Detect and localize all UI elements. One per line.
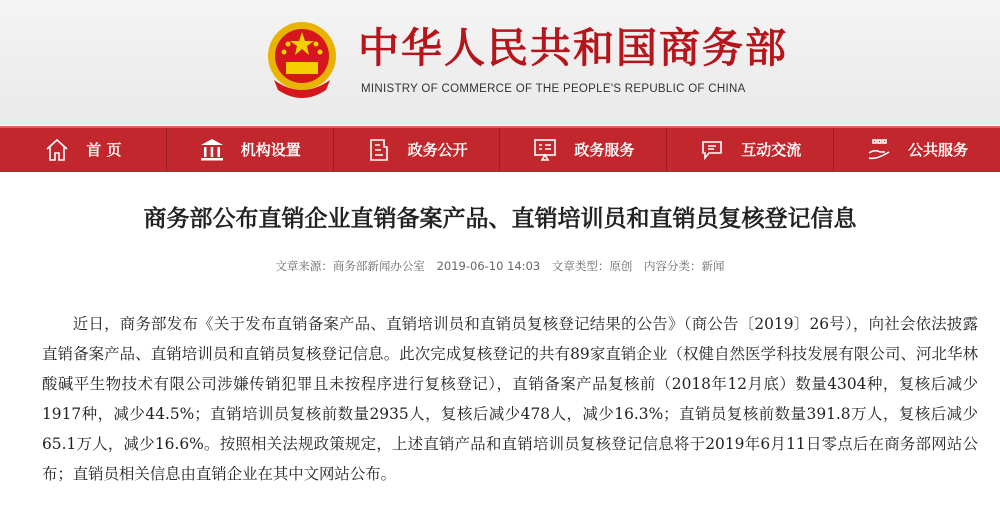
site-title: 中华人民共和国商务部 [358, 24, 788, 72]
nav-gov-affairs-open[interactable] [334, 128, 501, 172]
home-icon [44, 137, 70, 163]
nav-label: 首 页 [86, 141, 122, 159]
article-datetime: 2019-06-10 14:03 [436, 259, 541, 273]
document-icon [366, 137, 392, 163]
article [0, 172, 1000, 489]
nav-label: 政务公开 [407, 141, 468, 159]
nav-label: 互动交流 [741, 141, 802, 159]
nav-label: 公共服务 [908, 141, 969, 159]
building-icon [199, 137, 225, 163]
article-category: 内容分类：新闻 [644, 259, 725, 273]
nav-interaction[interactable] [667, 128, 834, 172]
nav-public-services[interactable] [834, 128, 1000, 172]
article-source: 文章来源：商务部新闻办公室 [275, 259, 425, 273]
main-nav [0, 126, 1000, 172]
article-type: 文章类型：原创 [551, 259, 633, 273]
nav-label: 政务服务 [574, 141, 635, 159]
site-brand [358, 22, 788, 96]
article-title: 商务部公布直销企业直销备案产品、直销培训员和直销员复核登记信息 [143, 205, 857, 232]
nav-organization[interactable] [167, 128, 334, 172]
nav-gov-services[interactable] [500, 128, 667, 172]
nav-label: 机构设置 [240, 141, 301, 159]
chat-icon [699, 137, 725, 163]
national-emblem-icon [266, 18, 338, 98]
hand-icon [866, 137, 892, 163]
monitor-icon [532, 137, 558, 163]
article-meta [0, 258, 1000, 274]
site-subtitle: MINISTRY OF COMMERCE OF THE PEOPLE'S REPUBLIC OF CHINA [361, 83, 746, 95]
article-body: 近日，商务部发布《关于发布直销备案产品、直销培训员和直销员复核登记结果的公告》（商公告〔2019〕26号），向社会依法披露直销备案产品、直销培训员和直销员复核登记信息。此次完成复核登记的共有89家直销企业（权健自然医学科技发展有限公司、河北华林酸碱平生物技术有限公司涉嫌传销犯罪且未按程序进行复核登记），直销备案产品复核前（2018年12月底）数量4304种，复核后减少1917种，减少44.5%；直销培训员复核前数量2935人，复核后减少478人，减少16.3%；直销员复核前数量391.8万人，复核后减少65.1万人，减少16.6%。按照相关法规政策规定，上述直销产品和直销培训员复核登记信息将于2019年6月11日零点后在商务部网站公布；直销员相关信息由直销企业在其中文网站公布。 [42, 315, 978, 483]
site-header [0, 0, 1000, 125]
nav-home[interactable] [0, 128, 167, 172]
